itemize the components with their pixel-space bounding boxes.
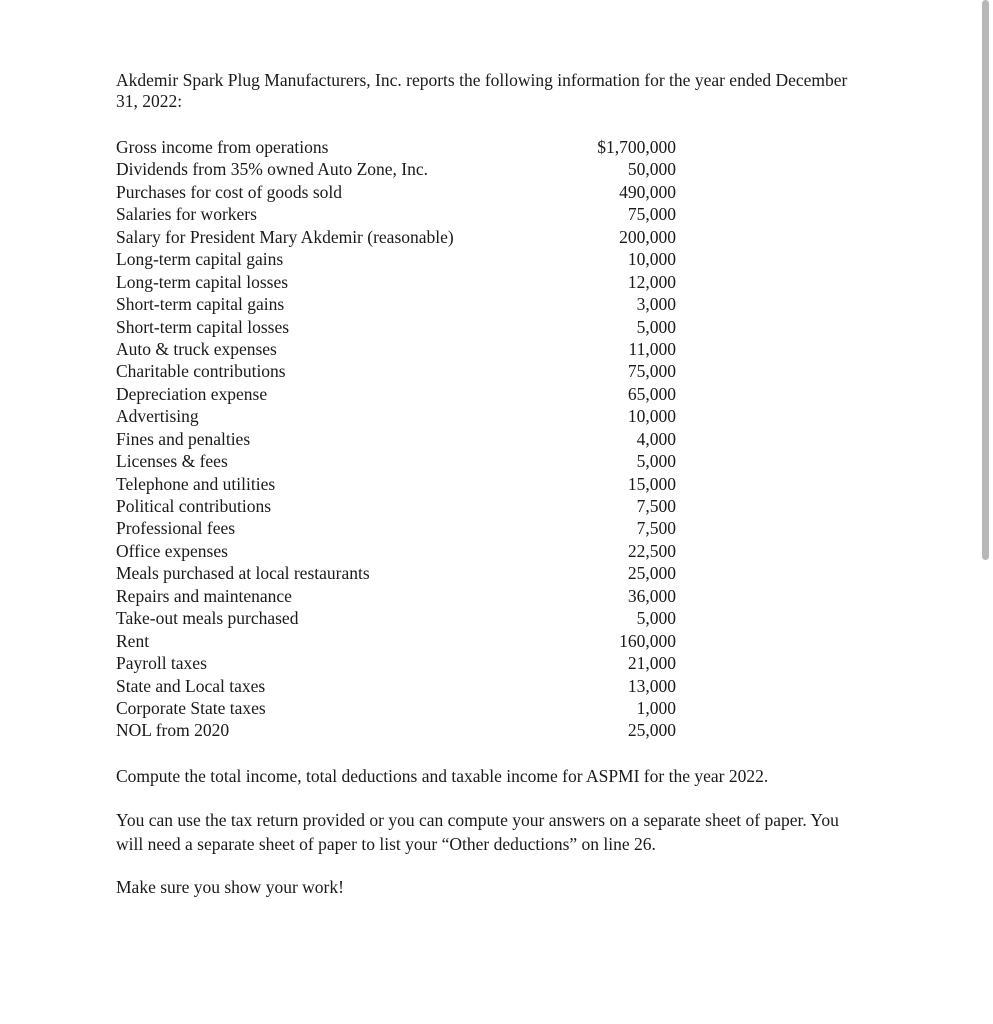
line-item-label: Repairs and maintenance bbox=[116, 585, 292, 606]
vertical-scrollbar[interactable] bbox=[982, 0, 989, 560]
line-item bbox=[116, 248, 676, 270]
line-item-label: Long-term capital gains bbox=[116, 249, 284, 270]
compute-instruction: Compute the total income, total deductions and taxable income for ASPMI for the year 2022. bbox=[116, 766, 769, 786]
show-work-instruction: Make sure you show your work! bbox=[116, 877, 344, 897]
line-item-label: Telephone and utilities bbox=[116, 473, 276, 494]
line-item-label: Salary for President Mary Akdemir (reasonable) bbox=[116, 226, 454, 247]
line-item-amount: 490,000 bbox=[619, 181, 676, 202]
line-item bbox=[116, 383, 676, 405]
line-item bbox=[116, 675, 676, 697]
line-item-amount: 15,000 bbox=[627, 473, 676, 494]
line-item-label: Political contributions bbox=[116, 496, 272, 516]
line-item bbox=[116, 719, 676, 741]
line-item-amount: 75,000 bbox=[627, 361, 676, 382]
line-item bbox=[116, 316, 676, 338]
line-item-amount: 5,000 bbox=[636, 608, 676, 629]
line-item-label: Short-term capital losses bbox=[116, 316, 290, 337]
line-item bbox=[116, 495, 676, 517]
line-item-label: Advertising bbox=[116, 406, 199, 427]
line-item-amount: 3,000 bbox=[636, 294, 676, 315]
line-item bbox=[116, 450, 676, 472]
line-item-amount: $1,700,000 bbox=[597, 137, 676, 157]
line-item-amount: 10,000 bbox=[627, 249, 676, 270]
line-item bbox=[116, 607, 676, 629]
line-item-label: Short-term capital gains bbox=[116, 294, 285, 315]
line-item-amount: 5,000 bbox=[636, 316, 676, 337]
line-items-list bbox=[116, 136, 676, 742]
line-item-label: Charitable contributions bbox=[116, 361, 286, 382]
line-item-amount: 7,500 bbox=[636, 518, 676, 539]
line-item-label: Office expenses bbox=[116, 540, 228, 561]
line-item bbox=[116, 136, 676, 158]
line-item-amount: 11,000 bbox=[628, 338, 676, 359]
line-item-amount: 21,000 bbox=[627, 653, 676, 674]
line-item bbox=[116, 181, 676, 203]
line-item bbox=[116, 405, 676, 427]
line-item-label: Purchases for cost of goods sold bbox=[116, 181, 343, 202]
line-item-amount: 22,500 bbox=[627, 540, 676, 561]
line-item-amount: 36,000 bbox=[627, 585, 676, 606]
line-item-amount: 25,000 bbox=[627, 563, 676, 584]
line-item bbox=[116, 562, 676, 584]
line-item-amount: 12,000 bbox=[627, 271, 676, 292]
line-item bbox=[116, 226, 676, 248]
line-item bbox=[116, 293, 676, 315]
line-item-label: Fines and penalties bbox=[116, 428, 251, 449]
line-item-label: Payroll taxes bbox=[116, 653, 207, 674]
line-item bbox=[116, 517, 676, 539]
line-item bbox=[116, 697, 676, 719]
line-item-label: Rent bbox=[116, 630, 150, 651]
line-item-amount: 13,000 bbox=[627, 675, 676, 696]
line-item-label: Licenses & fees bbox=[116, 451, 228, 472]
line-item-label: Corporate State taxes bbox=[116, 697, 266, 718]
line-item-label: Long-term capital losses bbox=[116, 271, 289, 292]
line-item-label: Auto & truck expenses bbox=[116, 338, 277, 359]
tax-return-instruction: You can use the tax return provided or you can compute your answers on a separate sheet of paper. You will need a separate sheet of paper to list your “Other deductions” on line 26. bbox=[116, 810, 839, 854]
line-item-label: Depreciation expense bbox=[116, 383, 268, 404]
line-item-amount: 65,000 bbox=[627, 383, 676, 404]
line-item-amount: 10,000 bbox=[627, 406, 676, 427]
line-item-amount: 7,500 bbox=[636, 496, 676, 516]
line-item bbox=[116, 630, 676, 652]
line-item-amount: 5,000 bbox=[636, 451, 676, 472]
line-item-amount: 25,000 bbox=[627, 720, 676, 741]
line-item-label: Take-out meals purchased bbox=[116, 608, 299, 629]
line-item-amount: 200,000 bbox=[619, 226, 676, 247]
line-item bbox=[116, 585, 676, 607]
line-item-label: Dividends from 35% owned Auto Zone, Inc. bbox=[116, 159, 429, 180]
line-item-label: Salaries for workers bbox=[116, 204, 257, 225]
line-item-amount: 50,000 bbox=[627, 159, 676, 180]
line-item bbox=[116, 428, 676, 450]
line-item-amount: 160,000 bbox=[619, 630, 676, 651]
line-item-label: Meals purchased at local restaurants bbox=[116, 563, 370, 584]
line-item-label: Gross income from operations bbox=[116, 137, 329, 157]
line-item bbox=[116, 158, 676, 180]
line-item-label: NOL from 2020 bbox=[116, 720, 230, 741]
intro-text: Akdemir Spark Plug Manufacturers, Inc. reports the following information for the year ended December 31, 2022: bbox=[116, 70, 848, 111]
line-item-amount: 1,000 bbox=[636, 697, 676, 718]
line-item bbox=[116, 652, 676, 674]
line-item bbox=[116, 473, 676, 495]
line-item bbox=[116, 203, 676, 225]
line-item bbox=[116, 271, 676, 293]
line-item-label: State and Local taxes bbox=[116, 675, 266, 696]
line-item bbox=[116, 360, 676, 382]
line-item bbox=[116, 338, 676, 360]
line-item-label: Professional fees bbox=[116, 518, 236, 539]
line-item-amount: 4,000 bbox=[636, 428, 676, 449]
line-item-amount: 75,000 bbox=[627, 204, 676, 225]
line-item bbox=[116, 540, 676, 562]
